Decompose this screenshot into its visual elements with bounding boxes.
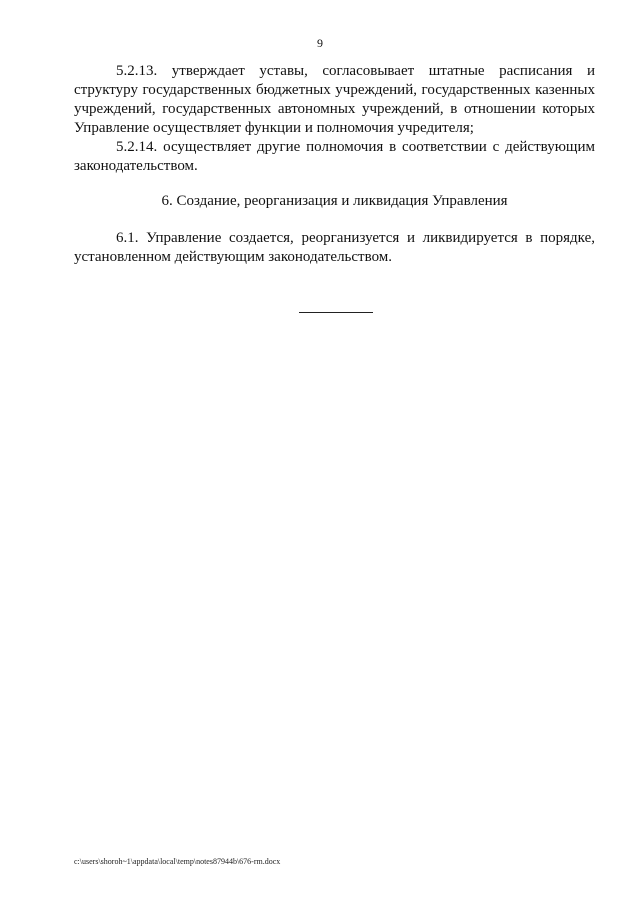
page-number: 9 bbox=[317, 36, 323, 50]
section-6-heading: 6. Создание, реорганизация и ликвидация Управления bbox=[161, 193, 508, 209]
paragraph-6-1-text: 6.1. Управление создается, реорганизуется и ликвидируется в порядке, установленном действующим законодательством. bbox=[74, 230, 595, 265]
paragraph-5-2-14 bbox=[74, 138, 595, 176]
paragraph-5-2-13 bbox=[74, 62, 595, 138]
paragraph-6-1 bbox=[74, 229, 595, 267]
paragraph-5-2-14-text: 5.2.14. осуществляет другие полномочия в соответствии с действующим законодательством. bbox=[74, 139, 595, 174]
footer-file-path: c:\users\shoroh~1\appdata\local\temp\notes87944b\676-rm.docx bbox=[74, 857, 281, 866]
paragraph-5-2-13-text: 5.2.13. утверждает уставы, согласовывает штатные расписания и структуру государственных бюджетных учреждений, государственных казенных учреждений, государственных автономных учреждений, в отношении которых Управление осуществляет функции и полномочия учредителя; bbox=[74, 63, 595, 136]
end-divider bbox=[299, 312, 373, 313]
